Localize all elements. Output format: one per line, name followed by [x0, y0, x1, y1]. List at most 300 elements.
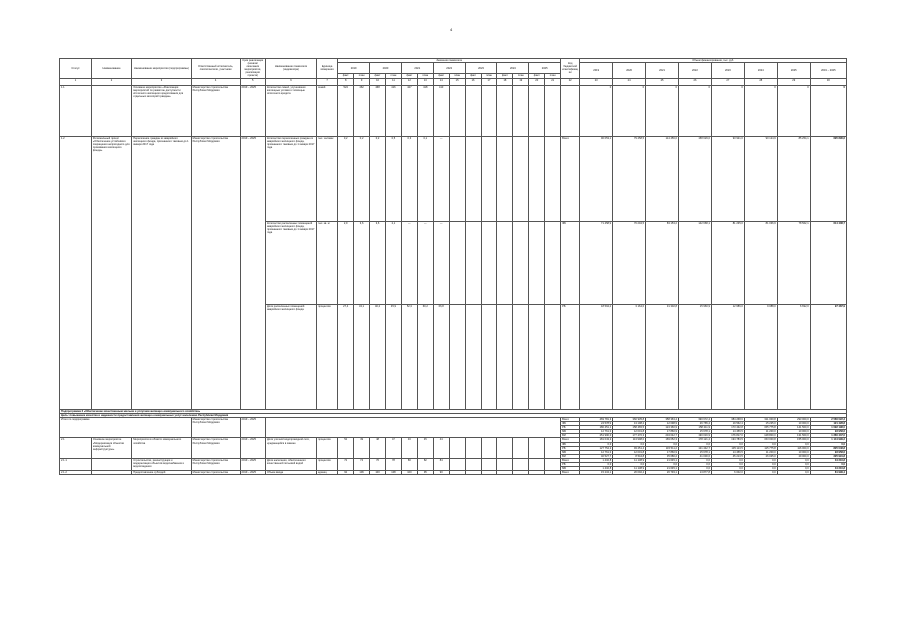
financing-value: 0,0: [678, 462, 711, 466]
row-responsible: Министерство строительства Республики Мордовия: [191, 458, 240, 470]
col-term: Срок реализации (начала/окончания мероприятия, реализации проекта): [240, 59, 265, 79]
financing-value: 40 527,7: [580, 454, 613, 458]
indicator-value: 100: [370, 471, 386, 475]
col-status: Статус: [60, 59, 92, 79]
total-empty: [266, 417, 561, 437]
year-header: 2024: [497, 63, 529, 74]
indicator-value: 74: [354, 458, 370, 470]
column-index: 30: [810, 78, 846, 85]
financing-value: 85 254,1: [777, 136, 810, 221]
financing-value: 24 578,9: [580, 422, 613, 426]
row-unit: тыс. кв. м: [316, 221, 337, 304]
financing-value: 0,0: [744, 442, 777, 446]
indicator-value: [545, 458, 561, 470]
indicator-value: [449, 136, 465, 221]
indicator-value: 95: [417, 471, 433, 475]
sub-header: план: [513, 74, 529, 78]
financing-value: 12 686,0: [711, 304, 744, 409]
col-event: Наименование мероприятия (подпрограммы): [132, 59, 191, 79]
financing-value: 0,0: [744, 471, 777, 475]
row-indicator: Доля населения, обеспеченного качественной питьевой водой: [266, 458, 317, 470]
indicator-value: [529, 221, 545, 304]
financing-value: 173 432,8: [711, 426, 744, 430]
column-index: 27: [711, 78, 744, 85]
indicator-value: 413: [433, 85, 449, 136]
financing-value: 1 432,8: [580, 458, 613, 462]
financing-value: 17 860,9: [646, 430, 679, 434]
indicator-value: [465, 458, 481, 470]
indicator-value: [449, 471, 465, 475]
financing-value: 15 234,1: [580, 471, 613, 475]
year-header: 2022: [433, 63, 465, 74]
row-event: Мероприятия в области коммунального хозяйства: [132, 438, 191, 458]
financing-value: 12 761,3: [580, 450, 613, 454]
column-index: 21: [545, 78, 561, 85]
indicator-value: [513, 438, 529, 458]
year-header: 2019: [338, 63, 370, 74]
financing-value: 90 124,9: [744, 136, 777, 221]
indicator-value: [497, 304, 513, 409]
row-event: Основное мероприятие «Реализация мероприятий по развитию доступности ипотечного жилищного кредитования для отдельных категорий граждан»: [132, 85, 191, 136]
column-index: 4: [191, 78, 240, 85]
row-kbk: Всего: [561, 417, 580, 421]
column-index: 7: [316, 78, 337, 85]
row-kbk: МБ: [561, 450, 580, 454]
total-responsible: Министерство строительства Республики Мордовия: [191, 417, 240, 437]
row-2-1-2: [60, 471, 847, 475]
financing-value: 190 016,9: [678, 434, 711, 438]
column-index: 13: [417, 78, 433, 85]
row-kbk: Всего: [561, 136, 580, 221]
financing-value: 34 216,8: [810, 467, 846, 471]
indicator-value: [449, 221, 465, 304]
financing-value: 13 198,2: [613, 422, 646, 426]
row-kbk: ВИ: [561, 454, 580, 458]
indicator-value: [529, 458, 545, 470]
sub-header: факт: [338, 74, 354, 78]
sub-header: факт: [529, 74, 545, 78]
sub-header: план: [449, 74, 465, 78]
indicator-value: 0,2: [354, 136, 370, 221]
financing-value: 115 775,8: [744, 446, 777, 450]
indicator-value: 45: [417, 438, 433, 458]
financing-value: 169 052,3: [646, 438, 679, 442]
indicator-value: [481, 458, 497, 470]
column-index: 1: [60, 78, 92, 85]
header-row-1: [60, 59, 847, 63]
indicator-value: 106: [354, 471, 370, 475]
row-kbk: ФБ: [561, 442, 580, 446]
indicator-value: [529, 304, 545, 409]
indicator-value: 524: [338, 85, 354, 136]
col-responsible: Ответственный исполнитель, соисполнители, участники: [191, 59, 240, 79]
sub-header: факт: [370, 74, 386, 78]
financing-value: 10 000,0: [777, 450, 810, 454]
financing-value: 97 487,9: [810, 304, 846, 409]
year-header: 2021: [401, 63, 433, 74]
sub-header: план: [545, 74, 561, 78]
financing-value: 1 144 999,2: [810, 438, 846, 442]
financing-value: 81 999,4: [810, 471, 846, 475]
financing-value: 76 294,5: [613, 221, 646, 304]
indicator-value: 0,5: [385, 136, 401, 221]
financing-value: 81 235,0: [711, 221, 744, 304]
column-index: 2: [91, 78, 131, 85]
financing-value: 0,0: [613, 462, 646, 466]
financing-value: 0,0: [777, 442, 810, 446]
indicator-value: 34,1: [354, 304, 370, 409]
indicator-value: [481, 85, 497, 136]
financing-value: 21 645,1: [646, 467, 679, 471]
financing-value: 128 800,0: [744, 434, 777, 438]
indicator-value: 0,2: [338, 136, 354, 221]
fin-year-header: 2020: [613, 63, 646, 78]
financing-value: 0,0: [711, 467, 744, 471]
financing-value: 0,0: [744, 467, 777, 471]
financing-value: 141 500,0: [777, 426, 810, 430]
financing-value: 0,0: [777, 471, 810, 475]
row-unit: тыс. человек: [316, 136, 337, 221]
financing-value: 0,0: [810, 442, 846, 446]
indicator-value: [465, 221, 481, 304]
financing-value: 31 302,8: [646, 304, 679, 409]
row-kbk: РБ: [561, 426, 580, 430]
indicator-value: [545, 221, 561, 304]
financing-value: 17 860,9: [646, 450, 679, 454]
indicator-value: 0,3: [401, 136, 417, 221]
row-code: 1.1: [60, 85, 92, 136]
financing-value: 115 511,2: [646, 446, 679, 450]
indicator-value: [513, 85, 529, 136]
row-kbk: МБ: [561, 430, 580, 434]
row-status: [91, 85, 131, 136]
financing-value: 83 153,2: [646, 221, 679, 304]
indicator-value: 108: [385, 471, 401, 475]
financing-value: 251 990,0: [580, 434, 613, 438]
column-index: 23: [580, 78, 613, 85]
financing-value: 12 098,9: [646, 422, 679, 426]
sub-header: факт: [497, 74, 513, 78]
financing-value: 93 921,0: [711, 136, 744, 221]
column-index: 22: [561, 78, 580, 85]
column-index: 15: [449, 78, 465, 85]
financing-value: 0,0: [678, 458, 711, 462]
financing-value: 127 754,2: [580, 446, 613, 450]
financing-value: 390 672,4: [678, 417, 711, 421]
row-unit: процентов: [316, 458, 337, 470]
financing-value: 0,0: [744, 458, 777, 462]
financing-value: 79 458,5: [613, 136, 646, 221]
financing-value: 26 793,1: [646, 471, 679, 475]
financing-value: 1 432,8: [580, 467, 613, 471]
financing-value: 12 761,3: [580, 430, 613, 434]
financing-value: 384 268,6: [711, 417, 744, 421]
indicator-value: [465, 471, 481, 475]
financing-value: 9 088,0: [744, 304, 777, 409]
indicator-value: 462: [354, 85, 370, 136]
financing-value: 176 817,0: [711, 434, 744, 438]
column-index: 18: [497, 78, 513, 85]
column-index: 28: [744, 78, 777, 85]
indicator-value: [465, 438, 481, 458]
financing-value: 153 000,8: [744, 438, 777, 442]
fin-year-header: 2021: [646, 63, 679, 78]
indicator-value: [481, 304, 497, 409]
financing-value: 1 092 198,0: [810, 426, 846, 430]
column-index: 24: [613, 78, 646, 85]
financing-value: 469 781,3: [580, 417, 613, 421]
indicator-value: [513, 471, 529, 475]
indicator-value: 92: [338, 471, 354, 475]
indicator-value: 40,2: [370, 304, 386, 409]
financing-value: 0,0: [678, 467, 711, 471]
col-unit: Единица измерения: [316, 59, 337, 79]
indicator-value: 60,2: [417, 304, 433, 409]
total-term: 2019 – 2025: [240, 417, 265, 437]
financing-value: 0,0: [613, 442, 646, 446]
total-label: Итого по подпрограмме: [60, 417, 192, 437]
financing-value: 93 451,4: [613, 446, 646, 450]
subprogram-title: Подпрограмма 2 «Обеспечение качественным жильем и услугами жилищно-коммунального хозяйства»: [60, 409, 847, 413]
indicator-value: 416: [385, 85, 401, 136]
fin-year-header: 2019 – 2025: [810, 63, 846, 78]
financing-value: 0,0: [580, 462, 613, 466]
indicator-value: [529, 85, 545, 136]
col-name: Наименование: [91, 59, 131, 79]
row-indicator: Объем ввода: [266, 471, 317, 475]
row-status: Региональный проект «Обеспечение устойчивого сокращения непригодного для проживания жилищного фонда»: [91, 136, 131, 409]
year-header: 2020: [370, 63, 402, 74]
row-event: Строительство, реконструкция и модернизация объектов водоснабжения и водоотведения: [132, 458, 191, 470]
financing-value: 116 000,0: [777, 446, 810, 450]
financing-value: 0: [744, 85, 777, 136]
year-header: 2025: [529, 63, 561, 74]
row-responsible: Министерство строительства: [191, 471, 240, 475]
financing-value: 14 456,5: [711, 430, 744, 434]
indicator-value: 52: [338, 438, 354, 458]
financing-value: 45 213,5: [711, 454, 744, 458]
financing-value: 1 260 437,0: [810, 434, 846, 438]
indicator-value: [465, 85, 481, 136]
financing-value: 181 043,2: [580, 438, 613, 442]
financing-value: 0: [646, 85, 679, 136]
row-kbk: [561, 85, 580, 136]
column-index: 3: [132, 78, 191, 85]
row-unit: процентов: [316, 438, 337, 458]
financing-value: 2 566 022,3: [810, 417, 846, 421]
row-code: 1.2: [60, 136, 92, 409]
financing-value: 34 216,8: [810, 458, 846, 462]
col-kbk: Код бюджетной классификации: [561, 59, 580, 79]
indicator-value: [513, 458, 529, 470]
indicator-value: [545, 304, 561, 409]
financing-value: 0,0: [777, 458, 810, 462]
row-status: Основное мероприятие «Модернизация объектов коммунальной инфраструктуры»: [91, 438, 131, 458]
financing-value: 0: [777, 85, 810, 136]
row-code: 2.1.2: [60, 471, 92, 475]
financing-value: 0,0: [744, 462, 777, 466]
indicator-value: 0,2: [370, 136, 386, 221]
indicator-value: [529, 438, 545, 458]
financing-value: 14 456,5: [711, 450, 744, 454]
financing-value: 10 000,0: [777, 430, 810, 434]
indicator-value: [481, 471, 497, 475]
sub-header: план: [385, 74, 401, 78]
row-kbk: РБ: [561, 304, 580, 409]
financing-value: 90 053,1: [580, 136, 613, 221]
column-index: 26: [678, 78, 711, 85]
row-code: 2.1: [60, 438, 92, 458]
financing-value: 124 360,9: [646, 426, 679, 430]
row-indicator: Доля уличной водопроводной сети, нуждающейся в замене: [266, 438, 317, 458]
indicator-value: 47: [385, 438, 401, 458]
financing-value: 0,0: [711, 462, 744, 466]
row-kbk: РБ: [561, 462, 580, 466]
row-kbk: ФБ: [561, 422, 580, 426]
row-term: 2019 – 2025: [240, 85, 265, 136]
row-1-2-1: [60, 136, 847, 221]
sub-header: план: [354, 74, 370, 78]
sub-header: факт: [401, 74, 417, 78]
row-term: 2019 – 2025: [240, 136, 265, 409]
financing-value: 695 896,6: [810, 136, 846, 221]
financing-value: 614 408,7: [810, 221, 846, 304]
indicator-value: [465, 136, 481, 221]
fin-year-header: 2025: [777, 63, 810, 78]
financing-value: 12 001,8: [613, 430, 646, 434]
indicator-value: [513, 304, 529, 409]
row-kbk: РБ: [561, 446, 580, 450]
column-index: 10: [370, 78, 386, 85]
row-responsible: Министерство строительства Республики Мордовия: [191, 85, 240, 136]
financing-value: 0,0: [810, 462, 846, 466]
indicator-value: 49: [354, 438, 370, 458]
column-index: 6: [266, 78, 317, 85]
financing-value: 155 000,0: [777, 438, 810, 442]
financing-value: 225 991,8: [810, 454, 846, 458]
year-header: 2023: [465, 63, 497, 74]
column-index: 16: [465, 78, 481, 85]
financing-value: 0: [810, 85, 846, 136]
column-index: 9: [354, 78, 370, 85]
indicator-value: 72: [338, 458, 354, 470]
financing-value: 35 680,2: [646, 454, 679, 458]
financing-value: 113 998,0: [613, 438, 646, 442]
sub-header: план: [481, 74, 497, 78]
row-event: Переселение граждан из аварийного жилищного фонда, признанного таковым до 1 января 2017 года: [132, 136, 191, 409]
row-status: [91, 471, 131, 475]
col-financing: Объем финансирования, тыс. руб.: [580, 59, 847, 63]
indicator-value: 2,9: [338, 221, 354, 304]
column-index: 12: [401, 78, 417, 85]
indicator-value: [449, 85, 465, 136]
column-index: 8: [338, 78, 354, 85]
column-index: 5: [240, 78, 265, 85]
financing-value: 81 036,9: [744, 221, 777, 304]
indicator-value: 3,6: [370, 221, 386, 304]
row-unit: процентов: [316, 304, 337, 409]
column-index: 17: [481, 78, 497, 85]
financing-value: 158 211,9: [678, 426, 711, 430]
financing-value: 121 428,8: [810, 422, 846, 426]
sub-header: факт: [433, 74, 449, 78]
financing-value: 311 000,8: [744, 417, 777, 421]
financing-value: 358 363,4: [646, 417, 679, 421]
financing-value: 0: [711, 85, 744, 136]
financing-value: 131 500,0: [777, 434, 810, 438]
indicator-value: [497, 458, 513, 470]
column-index: 20: [529, 78, 545, 85]
indicator-value: 27,4: [338, 304, 354, 409]
indicator-value: —: [433, 136, 449, 221]
indicator-value: 66,8: [433, 304, 449, 409]
financing-value: 41 000,6: [678, 454, 711, 458]
indicator-value: 82: [417, 458, 433, 470]
financing-value: 142 668,1: [678, 221, 711, 304]
financing-value: 10 000,0: [777, 422, 810, 426]
financing-value: 21 645,1: [646, 458, 679, 462]
column-index: 25: [646, 78, 679, 85]
financing-value: 0,0: [711, 442, 744, 446]
column-index: 11: [385, 78, 401, 85]
program-table-sheet: [59, 58, 847, 475]
financing-value: 158 465,5: [613, 426, 646, 430]
indicator-value: [497, 471, 513, 475]
indicator-value: 46: [401, 438, 417, 458]
financing-value: 0,0: [777, 462, 810, 466]
row-kbk: Всего: [561, 438, 580, 442]
col-indicator: Наименование показателя (индикатора): [266, 59, 317, 79]
financing-value: 15 678,1: [678, 450, 711, 454]
sub-header: план: [417, 74, 433, 78]
financing-value: 135 113,5: [711, 446, 744, 450]
financing-value: 360 935,8: [613, 417, 646, 421]
page-number: 4: [450, 27, 453, 32]
column-index: 19: [513, 78, 529, 85]
financing-value: 121 442,7: [678, 446, 711, 450]
indicator-value: [449, 304, 465, 409]
financing-value: 6 002,0: [711, 471, 744, 475]
financing-value: 0: [613, 85, 646, 136]
indicator-value: [545, 471, 561, 475]
financing-value: 0,0: [678, 442, 711, 446]
financing-value: 0,0: [646, 462, 679, 466]
row-code: 2.1.1: [60, 458, 92, 470]
indicator-value: [529, 471, 545, 475]
indicator-value: 90: [433, 471, 449, 475]
indicator-value: [497, 85, 513, 136]
indicator-value: 3,6: [354, 221, 370, 304]
indicator-value: 52,3: [401, 304, 417, 409]
financing-value: 6 692,0: [777, 304, 810, 409]
financing-value: 3 164,0: [613, 304, 646, 409]
financing-value: 8 544,8: [613, 454, 646, 458]
fin-year-header: 2019: [580, 63, 613, 78]
financing-value: 177 270,3: [613, 434, 646, 438]
indicator-value: [481, 438, 497, 458]
fin-year-header: 2022: [678, 63, 711, 78]
financing-value: 11 138,9: [613, 458, 646, 462]
indicator-value: 418: [417, 85, 433, 136]
indicator-value: —: [417, 221, 433, 304]
column-index: 29: [777, 78, 810, 85]
financing-value: 293 000,0: [777, 417, 810, 421]
indicator-value: 84: [433, 458, 449, 470]
row-unit: единиц: [316, 471, 337, 475]
indicator-value: 44: [433, 438, 449, 458]
indicator-value: [481, 136, 497, 221]
row-kbk: ВИ: [561, 434, 580, 438]
